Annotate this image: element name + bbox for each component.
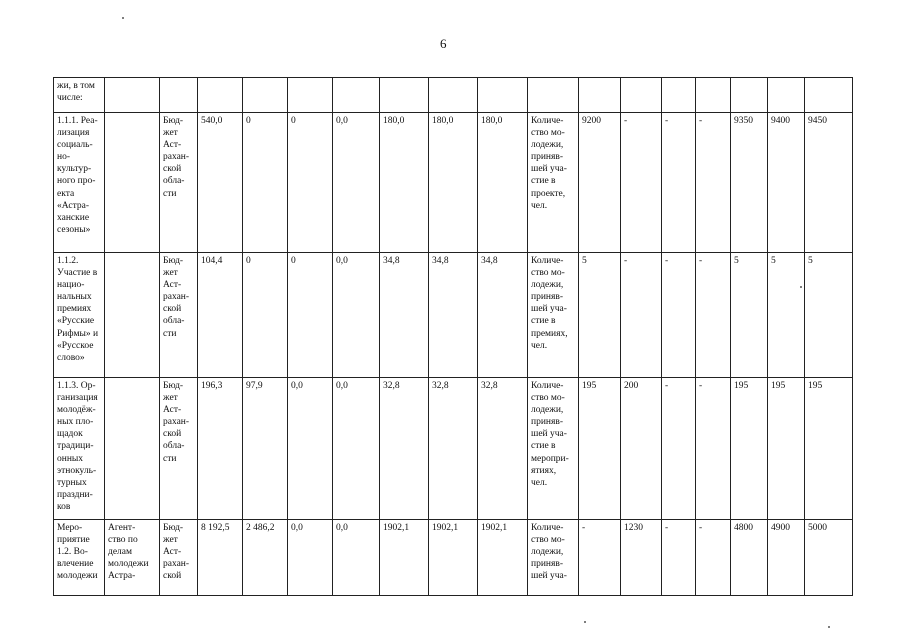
funding-value-cell: 180,0: [429, 113, 478, 253]
funding-value-cell: 34,8: [429, 253, 478, 378]
target-value-cell: [662, 78, 696, 113]
funding-value-cell: 196,3: [198, 378, 243, 520]
funding-value-cell: [198, 78, 243, 113]
funding-source-cell: Бюд- жет Аст- рахан- ской обла- сти: [160, 113, 198, 253]
measure-name-cell: 1.1.1. Реа- лизация социаль- но- культур- ного про- екта «Астра- ханские сезоны»: [54, 113, 105, 253]
executor-cell: [105, 78, 160, 113]
funding-value-cell: 32,8: [478, 378, 528, 520]
funding-value-cell: 0: [243, 113, 288, 253]
target-value-cell: -: [662, 378, 696, 520]
target-value-cell: 4900: [768, 520, 805, 596]
target-value-cell: -: [579, 520, 621, 596]
target-value-cell: 9200: [579, 113, 621, 253]
scan-speck: [122, 17, 124, 19]
target-value-cell: -: [621, 113, 662, 253]
table-row: [54, 378, 853, 520]
target-value-cell: 5: [579, 253, 621, 378]
target-value-cell: 9400: [768, 113, 805, 253]
funding-value-cell: 0,0: [333, 253, 380, 378]
target-value-cell: 9350: [731, 113, 768, 253]
indicator-cell: Количе- ство мо- лодежи, приняв- шей уча-: [528, 520, 579, 596]
indicator-cell: Количе- ство мо- лодежи, приняв- шей уча- стие в проекте, чел.: [528, 113, 579, 253]
target-value-cell: -: [696, 520, 731, 596]
executor-cell: [105, 113, 160, 253]
funding-value-cell: 0,0: [333, 113, 380, 253]
funding-value-cell: 32,8: [380, 378, 429, 520]
table-body: [54, 78, 853, 596]
measure-name-cell: жи, в том числе:: [54, 78, 105, 113]
funding-value-cell: [478, 78, 528, 113]
measure-name-cell: 1.1.3. Ор- ганизация молодёж- ных пло- щадок традици- онных этнокуль- турных праздни- ков: [54, 378, 105, 520]
target-value-cell: -: [621, 253, 662, 378]
target-value-cell: 5000: [805, 520, 853, 596]
executor-cell: [105, 378, 160, 520]
target-value-cell: -: [662, 253, 696, 378]
target-value-cell: 195: [731, 378, 768, 520]
target-value-cell: -: [696, 253, 731, 378]
target-value-cell: 195: [579, 378, 621, 520]
funding-value-cell: 1902,1: [429, 520, 478, 596]
funding-value-cell: 1902,1: [380, 520, 429, 596]
funding-value-cell: [429, 78, 478, 113]
indicator-cell: Количе- ство мо- лодежи, приняв- шей уча- стие в премиях, чел.: [528, 253, 579, 378]
executor-cell: Агент- ство по делам молодежи Астра-: [105, 520, 160, 596]
executor-cell: [105, 253, 160, 378]
target-value-cell: 195: [805, 378, 853, 520]
table-row: [54, 520, 853, 596]
funding-value-cell: 0,0: [288, 378, 333, 520]
target-value-cell: 200: [621, 378, 662, 520]
table-row: [54, 78, 853, 113]
target-value-cell: 1230: [621, 520, 662, 596]
funding-value-cell: [333, 78, 380, 113]
funding-value-cell: 0,0: [288, 520, 333, 596]
target-value-cell: 195: [768, 378, 805, 520]
target-value-cell: 4800: [731, 520, 768, 596]
measure-name-cell: Меро- приятие 1.2. Во- влечение молодежи: [54, 520, 105, 596]
target-value-cell: [731, 78, 768, 113]
funding-source-cell: [160, 78, 198, 113]
target-value-cell: -: [696, 113, 731, 253]
target-value-cell: [805, 78, 853, 113]
target-value-cell: -: [662, 113, 696, 253]
target-value-cell: 9450: [805, 113, 853, 253]
funding-value-cell: 97,9: [243, 378, 288, 520]
indicator-cell: [528, 78, 579, 113]
funding-value-cell: 104,4: [198, 253, 243, 378]
indicator-cell: Количе- ство мо- лодежи, приняв- шей уча- стие в меропри- ятиях, чел.: [528, 378, 579, 520]
target-value-cell: -: [696, 378, 731, 520]
funding-value-cell: 1902,1: [478, 520, 528, 596]
funding-value-cell: 0: [288, 113, 333, 253]
budget-table: [53, 77, 853, 596]
target-value-cell: [579, 78, 621, 113]
funding-value-cell: 34,8: [478, 253, 528, 378]
target-value-cell: [768, 78, 805, 113]
scan-speck: [828, 626, 830, 628]
funding-source-cell: Бюд- жет Аст- рахан- ской: [160, 520, 198, 596]
funding-value-cell: 34,8: [380, 253, 429, 378]
funding-source-cell: Бюд- жет Аст- рахан- ской обла- сти: [160, 378, 198, 520]
table-row: [54, 113, 853, 253]
funding-value-cell: 0,0: [333, 378, 380, 520]
scan-speck: [800, 286, 802, 288]
target-value-cell: 5: [768, 253, 805, 378]
funding-value-cell: 180,0: [478, 113, 528, 253]
target-value-cell: [621, 78, 662, 113]
funding-source-cell: Бюд- жет Аст- рахан- ской обла- сти: [160, 253, 198, 378]
target-value-cell: [696, 78, 731, 113]
funding-value-cell: 540,0: [198, 113, 243, 253]
funding-value-cell: 0: [243, 253, 288, 378]
funding-value-cell: 180,0: [380, 113, 429, 253]
funding-value-cell: [243, 78, 288, 113]
target-value-cell: 5: [731, 253, 768, 378]
page-number: 6: [440, 36, 447, 51]
measure-name-cell: 1.1.2. Участие в нацио- нальных премиях «Русские Рифмы» и «Русское слово»: [54, 253, 105, 378]
funding-value-cell: 0: [288, 253, 333, 378]
target-value-cell: 5: [805, 253, 853, 378]
funding-value-cell: 8 192,5: [198, 520, 243, 596]
target-value-cell: -: [662, 520, 696, 596]
table-row: [54, 253, 853, 378]
scan-speck: [584, 621, 586, 623]
funding-value-cell: 32,8: [429, 378, 478, 520]
funding-value-cell: [380, 78, 429, 113]
funding-value-cell: [288, 78, 333, 113]
funding-value-cell: 2 486,2: [243, 520, 288, 596]
funding-value-cell: 0,0: [333, 520, 380, 596]
